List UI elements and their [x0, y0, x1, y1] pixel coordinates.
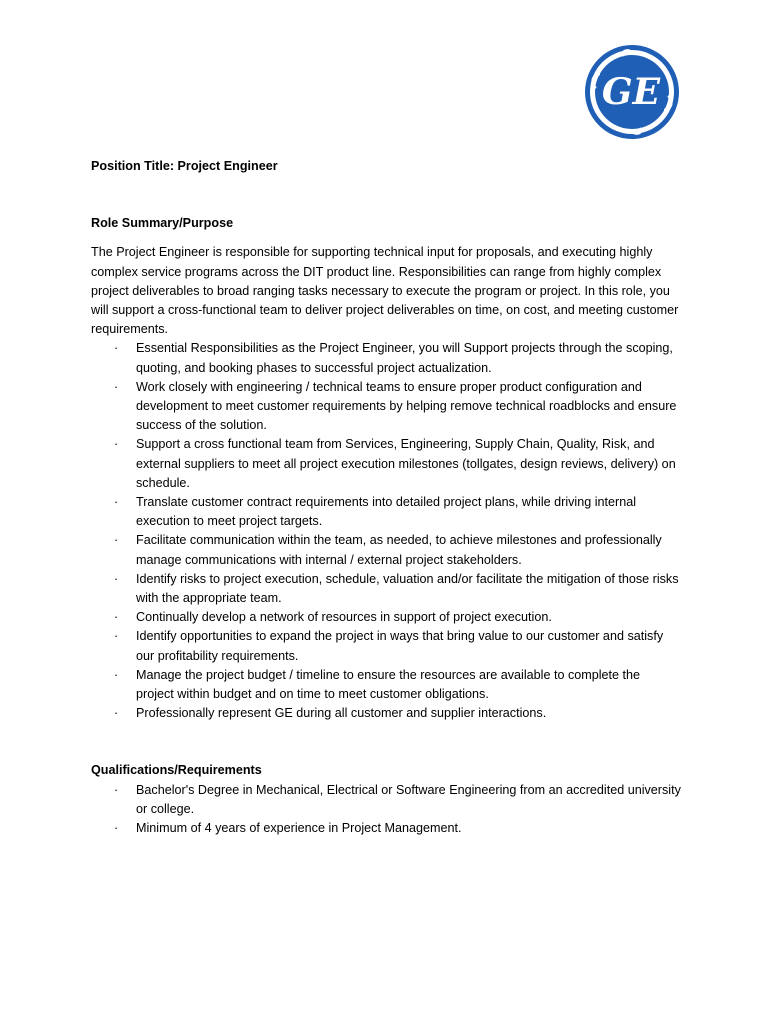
list-item: · Identify opportunities to expand the project in ways that bring value to our customer and satisfy our profitability requirements. [114, 629, 664, 663]
bullet-icon: · [114, 629, 119, 644]
list-item: · Continually develop a network of resources in support of project execution. [91, 608, 681, 627]
document-body [91, 157, 691, 838]
list-item: · Manage the project budget / timeline to ensure the resources are available to complete the project within budget and on time to meet customer obligations. [114, 667, 641, 702]
ge-logo-text: GE [601, 71, 661, 113]
bullet-icon: · [114, 495, 119, 510]
bullet-icon: · [114, 533, 119, 548]
bullet-icon: · [114, 379, 119, 394]
list-item: · Professionally represent GE during all customer and supplier interactions. [91, 704, 681, 723]
bullet-icon: · [114, 821, 119, 836]
qualifications-list [91, 781, 691, 839]
qualifications-heading: Qualifications/Requirements [91, 763, 262, 778]
list-item: · Facilitate communication within the team, as needed, to achieve milestones and professionally manage communications with internal / external project stakeholders. [114, 533, 662, 567]
list-item: · Minimum of 4 years of experience in Project Management. [91, 819, 681, 838]
list-item: · Translate customer contract requirements into detailed project plans, while driving internal execution to meet project targets. [114, 495, 637, 529]
bullet-icon: · [114, 571, 119, 586]
ge-logo [584, 44, 680, 140]
bullet-icon: · [114, 706, 119, 721]
position-title: Position Title: Project Engineer [91, 159, 278, 173]
bullet-icon: · [114, 437, 119, 452]
bullet-icon: · [114, 341, 119, 356]
list-item: · Work closely with engineering / technical teams to ensure proper product configuration and development to meet customer requirements by helping remove technical roadblocks and ensure success of the solution. [114, 379, 677, 433]
role-summary-heading: Role Summary/Purpose [91, 216, 234, 231]
list-item: · Identify risks to project execution, schedule, valuation and/or facilitate the mitigation of those risks with the appropriate team. [114, 571, 679, 606]
role-summary-text: The Project Engineer is responsible for supporting technical input for proposals, and executing highly complex service programs across the DIT product line. Responsibilities can range from highly complex project deliverables to broad ranging tasks necessary to execute the program or project. In this role, you will support a cross-functional team to deliver project deliverables on time, on cost, and meeting customer requirements. [91, 245, 679, 337]
list-item: · Bachelor's Degree in Mechanical, Electrical or Software Engineering from an accredited university or college. [114, 782, 681, 816]
bullet-icon: · [114, 782, 119, 797]
bullet-icon: · [114, 610, 119, 625]
responsibilities-list [91, 339, 691, 723]
bullet-icon: · [114, 667, 119, 682]
list-item: · Support a cross functional team from Services, Engineering, Supply Chain, Quality, Risk, and external suppliers to meet all project execution milestones (tollgates, design reviews, delivery) on schedule. [114, 437, 676, 490]
list-item: · Essential Responsibilities as the Project Engineer, you will Support projects through the scoping, quoting, and booking phases to successful project actualization. [114, 341, 673, 375]
